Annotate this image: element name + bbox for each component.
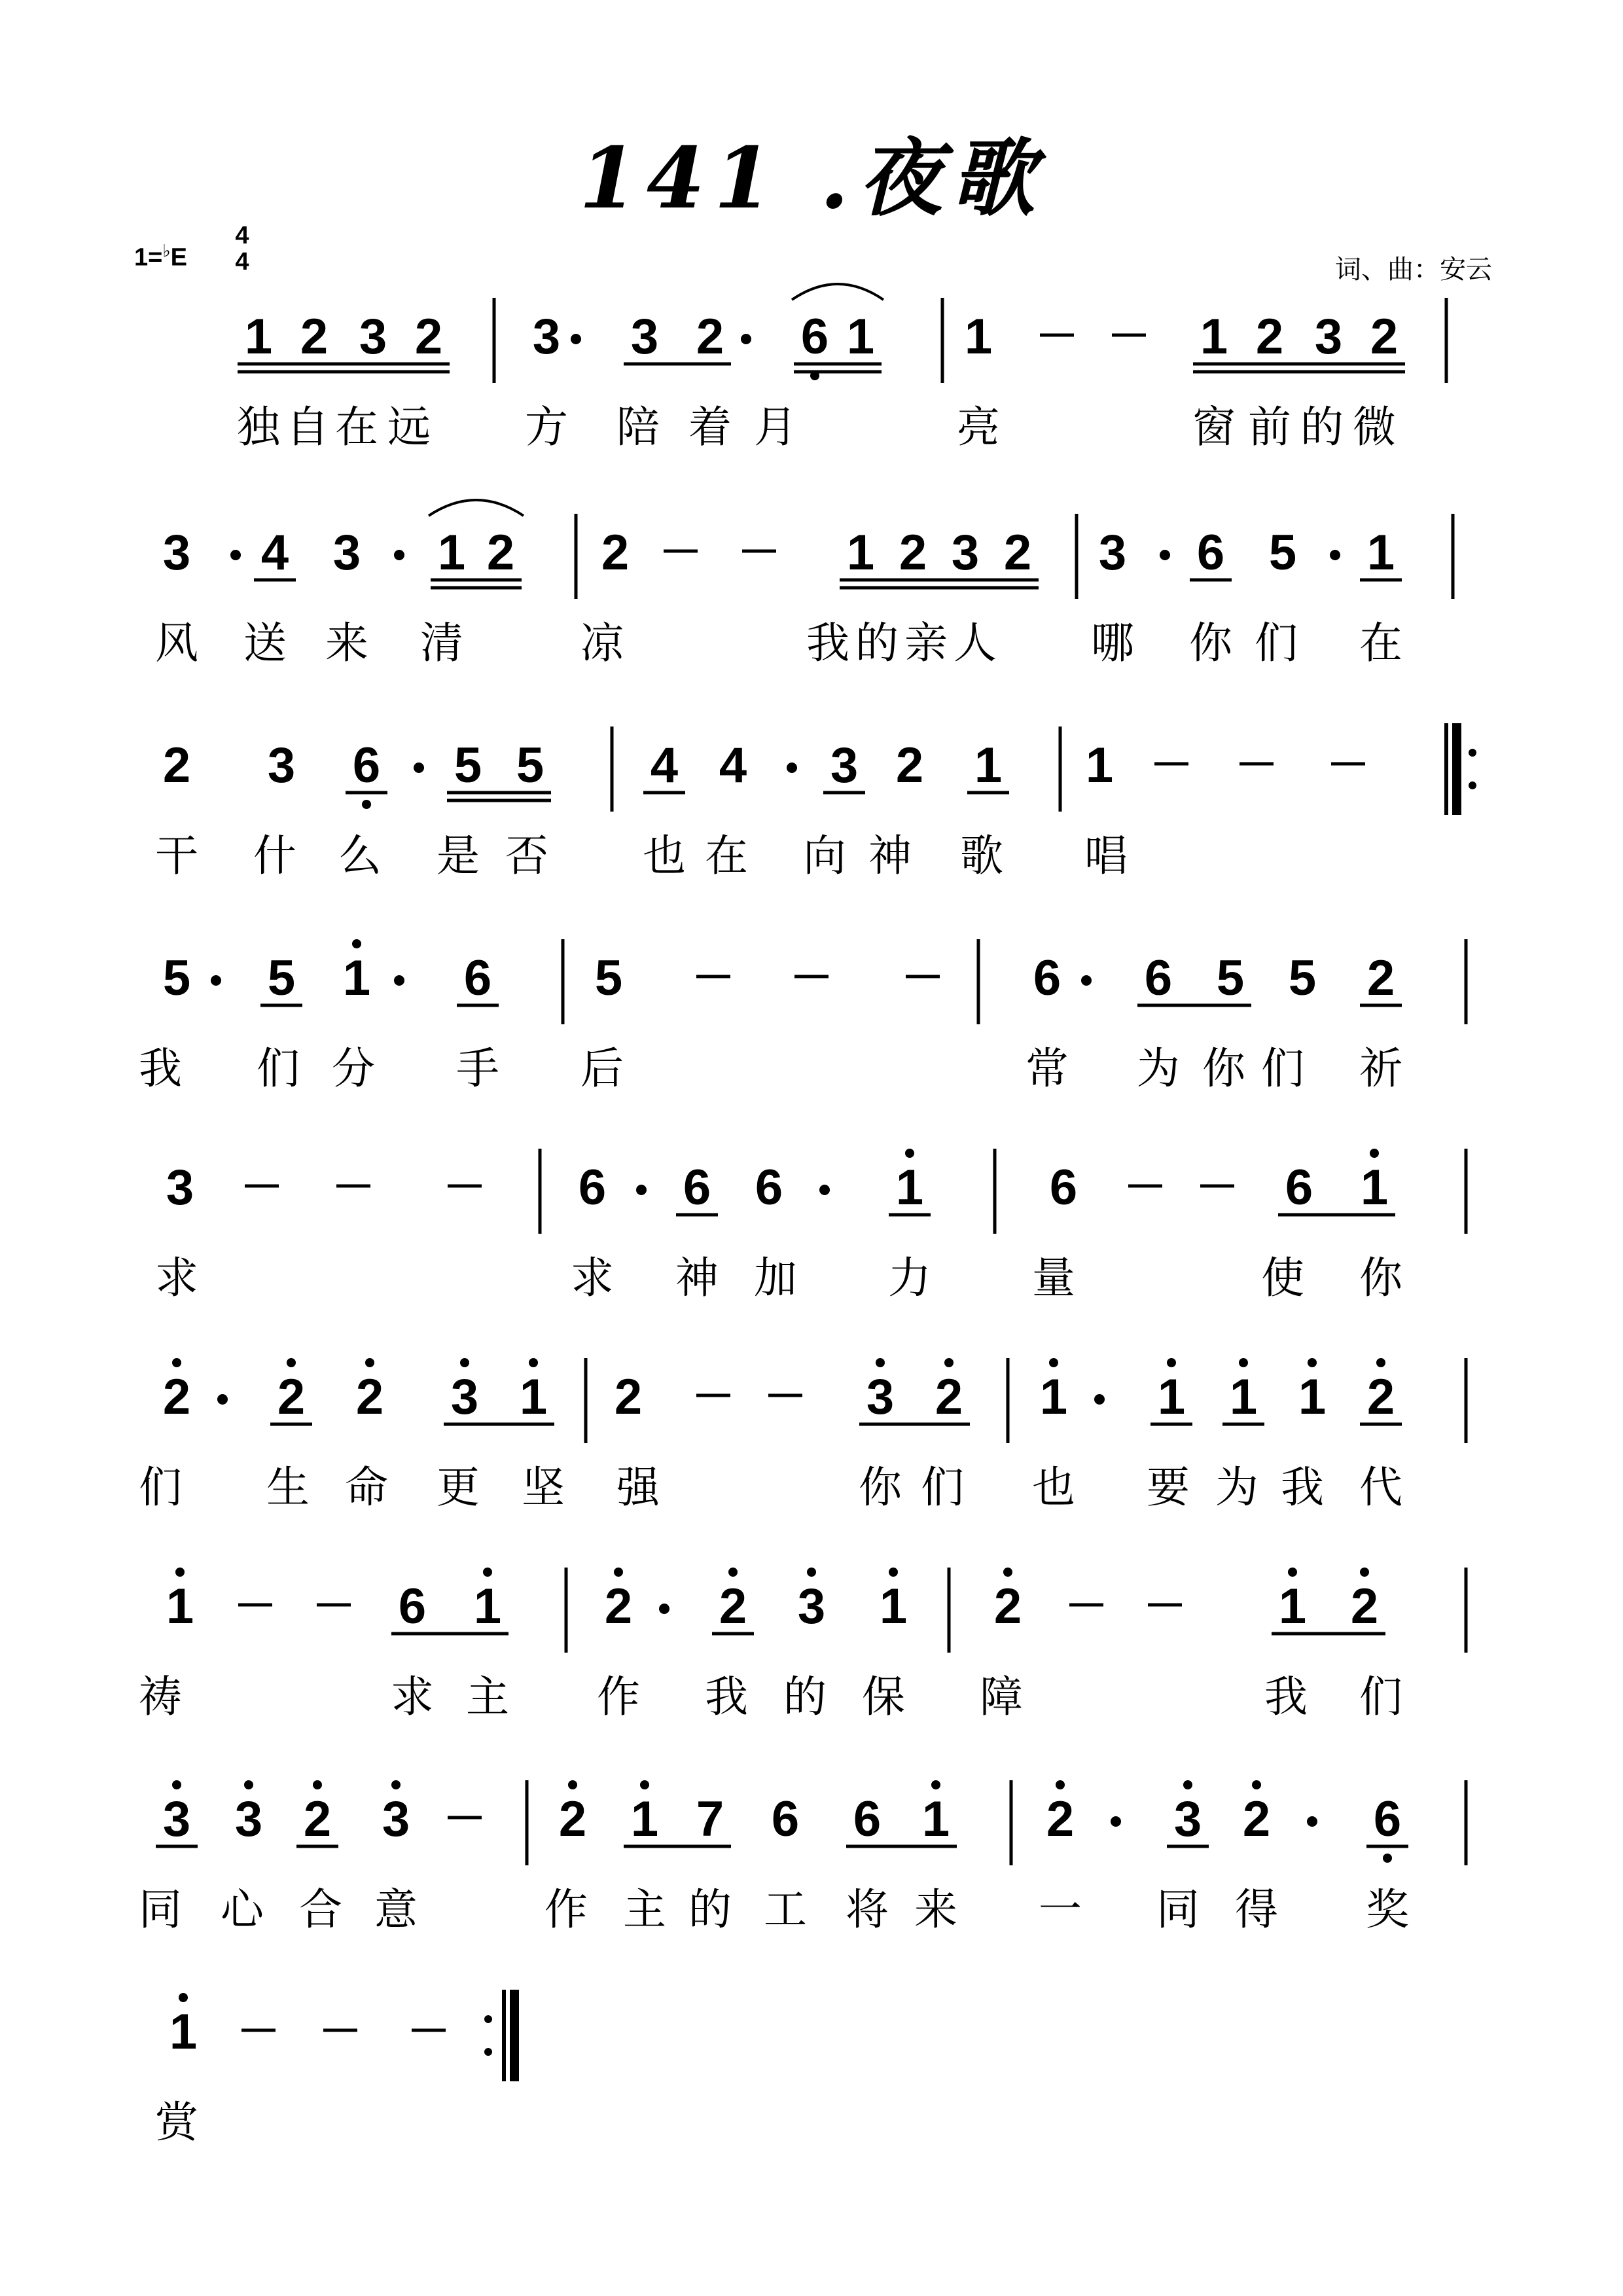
note: 3 — [1314, 309, 1343, 365]
octave-dot-high — [1183, 1780, 1192, 1789]
lyric-char: 奖 — [1366, 1884, 1409, 1935]
lyric-char: 么 — [338, 831, 382, 881]
octave-dot-high — [1167, 1358, 1176, 1367]
lyric-char: 同 — [139, 1884, 182, 1935]
note: 1 — [846, 309, 875, 365]
lyric-char: 也 — [643, 831, 686, 881]
lyric-char: 向 — [803, 831, 846, 881]
lyric-char: 为 — [1137, 1043, 1180, 1094]
lyric-char: 什 — [253, 831, 296, 881]
lyric-char: 在 — [1359, 618, 1402, 668]
note: 2 — [604, 1579, 633, 1634]
note: 2 — [414, 309, 443, 365]
octave-dot-high — [889, 1568, 898, 1577]
note: 6 — [1373, 1791, 1402, 1847]
lyric-char: 你 — [1359, 1253, 1402, 1303]
lyric-char: 力 — [888, 1253, 931, 1303]
lyric-char: 求 — [155, 1253, 198, 1303]
time-signature-top: 4 — [235, 222, 249, 249]
note: 1 — [895, 1160, 924, 1215]
lyric-char: 得 — [1235, 1884, 1278, 1935]
note: 1 — [166, 1579, 194, 1634]
lyric-char: 将 — [846, 1884, 889, 1935]
note: 1 — [244, 309, 273, 365]
lyric-char: 为 — [1215, 1462, 1258, 1513]
octave-dot-high — [313, 1780, 322, 1789]
lyric-char: 更 — [437, 1462, 480, 1513]
lyric-char: 主 — [623, 1884, 666, 1935]
note: 2 — [601, 525, 630, 581]
lyric-char: 们 — [921, 1462, 964, 1513]
lyric-char: 的 — [1300, 402, 1344, 452]
octave-dot-high — [244, 1780, 253, 1789]
lyric-char: 凉 — [580, 618, 624, 668]
lyric-char: 唱 — [1084, 831, 1128, 881]
lyric-char: 哪 — [1091, 618, 1134, 668]
lyric-char: 前 — [1248, 402, 1291, 452]
note: 5 — [516, 738, 544, 793]
octave-dot-high — [931, 1780, 940, 1789]
augmentation-dot — [819, 1185, 830, 1195]
lyric-char: 的 — [855, 618, 899, 668]
lyric-char: 清 — [420, 618, 463, 668]
octave-dot-high — [728, 1568, 738, 1577]
octave-dot-high — [1049, 1358, 1058, 1367]
augmentation-dot — [787, 762, 797, 773]
note: 1 — [473, 1579, 502, 1634]
note: 1 — [846, 525, 875, 581]
octave-dot-high — [1003, 1568, 1012, 1577]
lyric-char: 生 — [266, 1462, 310, 1513]
augmentation-dot — [741, 334, 751, 344]
note: 5 — [1268, 525, 1297, 581]
note: 3 — [162, 1791, 191, 1847]
octave-dot-high — [1239, 1358, 1248, 1367]
octave-dot-high — [391, 1780, 401, 1789]
lyric-char: 的 — [783, 1672, 827, 1722]
octave-dot-high — [172, 1358, 181, 1367]
augmentation-dot — [211, 975, 221, 986]
lyric-char: 在 — [705, 831, 748, 881]
lyric-char: 坚 — [522, 1462, 565, 1513]
lyric-char: 一 — [1039, 1884, 1082, 1935]
note: 5 — [267, 950, 296, 1006]
note: 7 — [696, 1791, 724, 1847]
augmentation-dot — [1160, 550, 1170, 560]
lyric-char: 要 — [1147, 1462, 1190, 1513]
lyric-char: 送 — [243, 618, 287, 668]
note: 2 — [899, 525, 927, 581]
time-signature-bottom: 4 — [235, 248, 249, 276]
lyric-char: 自 — [286, 402, 329, 452]
augmentation-dot — [217, 1394, 228, 1405]
note: 6 — [352, 738, 381, 793]
lyric-char: 窗 — [1192, 402, 1236, 452]
lyric-char: 求 — [571, 1253, 614, 1303]
octave-dot-high — [1056, 1780, 1065, 1789]
note: 1 — [1085, 738, 1114, 793]
lyric-char: 分 — [332, 1043, 375, 1094]
note: 3 — [1098, 525, 1127, 581]
note: 4 — [719, 738, 747, 793]
note: 2 — [1046, 1791, 1075, 1847]
octave-dot-low — [362, 800, 371, 809]
lyric-char: 的 — [688, 1884, 732, 1935]
augmentation-dot — [414, 762, 424, 773]
octave-dot-high — [944, 1358, 954, 1367]
note: 6 — [800, 309, 829, 365]
lyric-char: 同 — [1156, 1884, 1200, 1935]
augmentation-dot — [1307, 1816, 1317, 1827]
slur — [792, 284, 883, 300]
note: 2 — [1242, 1791, 1271, 1847]
note: 3 — [162, 525, 191, 581]
lyric-char: 们 — [257, 1043, 300, 1094]
note: 6 — [463, 950, 492, 1006]
note: 3 — [359, 309, 387, 365]
lyric-char: 方 — [525, 402, 568, 452]
note: 1 — [974, 738, 1003, 793]
lyric-char: 量 — [1032, 1253, 1075, 1303]
note: 3 — [1173, 1791, 1202, 1847]
note: 2 — [162, 738, 191, 793]
lyric-char: 常 — [1026, 1043, 1069, 1094]
augmentation-dot — [394, 975, 404, 986]
octave-dot-high — [172, 1780, 181, 1789]
octave-dot-high — [1288, 1568, 1297, 1577]
note: 2 — [1003, 525, 1032, 581]
octave-dot-high — [568, 1780, 577, 1789]
octave-dot-high — [483, 1568, 492, 1577]
lyric-char: 独 — [237, 402, 280, 452]
octave-dot-high — [1252, 1780, 1261, 1789]
note: 1 — [964, 309, 993, 365]
note: 6 — [1033, 950, 1061, 1006]
note: 2 — [993, 1579, 1022, 1634]
lyric-char: 我 — [705, 1672, 748, 1722]
lyric-char: 使 — [1261, 1253, 1304, 1303]
note: 2 — [162, 1369, 191, 1425]
octave-dot-high — [1376, 1358, 1385, 1367]
lyric-char: 主 — [466, 1672, 509, 1722]
note: 3 — [382, 1791, 410, 1847]
octave-dot-high — [876, 1358, 885, 1367]
lyric-char: 障 — [980, 1672, 1023, 1722]
note: 2 — [355, 1369, 384, 1425]
note: 5 — [162, 950, 191, 1006]
note: 1 — [519, 1369, 548, 1425]
lyric-char: 强 — [616, 1462, 660, 1513]
octave-dot-high — [175, 1568, 185, 1577]
note: 6 — [1049, 1160, 1078, 1215]
lyric-char: 作 — [597, 1672, 640, 1722]
augmentation-dot — [636, 1185, 647, 1195]
repeat-dot — [1469, 749, 1476, 757]
lyric-char: 我 — [806, 618, 849, 668]
note: 1 — [1039, 1369, 1068, 1425]
note: 1 — [1229, 1369, 1258, 1425]
note: 1 — [1366, 525, 1395, 581]
lyric-char: 你 — [859, 1462, 902, 1513]
lyric-char: 代 — [1359, 1462, 1402, 1513]
octave-dot-low — [1383, 1854, 1392, 1863]
octave-dot-high — [365, 1358, 374, 1367]
note: 1 — [342, 950, 371, 1006]
lyric-char: 我 — [1281, 1462, 1324, 1513]
octave-dot-high — [1360, 1568, 1369, 1577]
note: 1 — [1360, 1160, 1389, 1215]
lyric-char: 也 — [1032, 1462, 1075, 1513]
note: 1 — [1278, 1579, 1307, 1634]
augmentation-dot — [1081, 975, 1092, 986]
octave-dot-high — [460, 1358, 469, 1367]
note: 1 — [630, 1791, 659, 1847]
lyric-char: 合 — [299, 1884, 342, 1935]
note: 2 — [614, 1369, 643, 1425]
note: 1 — [1200, 309, 1228, 365]
note: 2 — [1366, 950, 1395, 1006]
note: 6 — [853, 1791, 882, 1847]
augmentation-dot — [659, 1604, 669, 1614]
note: 4 — [260, 525, 289, 581]
lyric-char: 来 — [914, 1884, 957, 1935]
lyric-char: 来 — [325, 618, 368, 668]
lyric-char: 求 — [391, 1672, 434, 1722]
note: 2 — [300, 309, 329, 365]
note: 6 — [578, 1160, 607, 1215]
lyric-char: 们 — [139, 1462, 182, 1513]
note: 3 — [630, 309, 659, 365]
lyric-char: 你 — [1202, 1043, 1245, 1094]
augmentation-dot — [1111, 1816, 1121, 1827]
lyric-char: 我 — [1264, 1672, 1308, 1722]
note: 5 — [454, 738, 482, 793]
repeat-dot — [1469, 781, 1476, 789]
note: 2 — [486, 525, 515, 581]
note: 3 — [866, 1369, 895, 1425]
note: 3 — [267, 738, 296, 793]
note: 3 — [951, 525, 980, 581]
lyric-char: 工 — [764, 1884, 807, 1935]
octave-dot-high — [287, 1358, 296, 1367]
lyric-char: 们 — [1261, 1043, 1304, 1094]
note: 2 — [935, 1369, 963, 1425]
lyric-char: 手 — [456, 1043, 499, 1094]
octave-dot-high — [1308, 1358, 1317, 1367]
note: 1 — [1157, 1369, 1186, 1425]
lyric-char: 是 — [437, 831, 480, 881]
lyric-char: 我 — [139, 1043, 182, 1094]
credits: 词、曲：安云 — [1335, 255, 1492, 285]
note: 2 — [696, 309, 724, 365]
lyric-char: 赏 — [155, 2097, 198, 2147]
augmentation-dot — [571, 334, 581, 344]
note: 3 — [234, 1791, 263, 1847]
note: 2 — [895, 738, 924, 793]
note: 1 — [169, 2004, 198, 2060]
note: 6 — [398, 1579, 427, 1634]
note: 3 — [830, 738, 859, 793]
note: 1 — [1298, 1369, 1327, 1425]
note: 2 — [1370, 309, 1399, 365]
lyric-char: 祷 — [139, 1672, 182, 1722]
key-signature: 1=♭E — [134, 241, 187, 272]
lyric-char: 亮 — [957, 402, 1000, 452]
octave-dot-high — [529, 1358, 538, 1367]
note: 3 — [166, 1160, 194, 1215]
lyric-char: 月 — [754, 402, 797, 452]
lyric-char: 微 — [1353, 402, 1396, 452]
note: 6 — [1144, 950, 1173, 1006]
note: 2 — [558, 1791, 587, 1847]
lyric-char: 风 — [155, 618, 198, 668]
lyric-char: 后 — [580, 1043, 624, 1094]
note: 1 — [921, 1791, 950, 1847]
note: 2 — [1255, 309, 1284, 365]
lyric-char: 亲 — [904, 618, 948, 668]
note: 4 — [650, 738, 679, 793]
note: 3 — [332, 525, 361, 581]
note: 6 — [683, 1160, 711, 1215]
lyric-char: 祈 — [1359, 1043, 1402, 1094]
song-title: 141 .夜歌 — [579, 130, 1044, 228]
lyric-char: 命 — [345, 1462, 388, 1513]
octave-dot-high — [905, 1149, 914, 1158]
note: 2 — [719, 1579, 747, 1634]
octave-dot-high — [614, 1568, 623, 1577]
lyric-char: 意 — [374, 1884, 418, 1935]
octave-dot-high — [640, 1780, 649, 1789]
note: 5 — [594, 950, 623, 1006]
octave-dot-high — [1370, 1149, 1379, 1158]
note: 3 — [532, 309, 561, 365]
note: 5 — [1288, 950, 1317, 1006]
octave-dot-high — [179, 1993, 188, 2002]
note: 6 — [771, 1791, 800, 1847]
repeat-dot — [484, 2015, 492, 2023]
octave-dot-high — [807, 1568, 816, 1577]
note: 6 — [755, 1160, 783, 1215]
lyric-char: 干 — [155, 831, 198, 881]
note: 6 — [1196, 525, 1225, 581]
lyric-char: 加 — [754, 1253, 797, 1303]
lyric-char: 们 — [1359, 1672, 1402, 1722]
augmentation-dot — [1094, 1394, 1105, 1405]
lyric-char: 你 — [1189, 618, 1232, 668]
augmentation-dot — [1330, 550, 1340, 560]
lyric-char: 神 — [675, 1253, 719, 1303]
note: 6 — [1285, 1160, 1313, 1215]
note: 5 — [1216, 950, 1245, 1006]
note: 3 — [450, 1369, 479, 1425]
lyric-char: 否 — [505, 831, 548, 881]
lyric-char: 远 — [387, 402, 431, 452]
augmentation-dot — [394, 550, 404, 560]
note: 1 — [437, 525, 466, 581]
lyric-char: 神 — [868, 831, 912, 881]
note: 2 — [1366, 1369, 1395, 1425]
octave-dot-high — [352, 939, 361, 948]
lyric-char: 在 — [335, 402, 378, 452]
lyric-char: 陪 — [616, 402, 660, 452]
lyric-char: 们 — [1255, 618, 1298, 668]
slur — [429, 500, 524, 516]
augmentation-dot — [230, 550, 241, 560]
lyric-char: 着 — [688, 402, 732, 452]
note: 1 — [879, 1579, 908, 1634]
lyric-char: 保 — [862, 1672, 905, 1722]
lyric-char: 歌 — [960, 831, 1003, 881]
note: 2 — [303, 1791, 332, 1847]
lyric-char: 心 — [221, 1884, 264, 1935]
lyric-char: 人 — [954, 618, 997, 668]
lyric-char: 作 — [544, 1884, 588, 1935]
note: 2 — [277, 1369, 306, 1425]
note: 2 — [1350, 1579, 1379, 1634]
note: 3 — [797, 1579, 826, 1634]
repeat-dot — [484, 2048, 492, 2056]
